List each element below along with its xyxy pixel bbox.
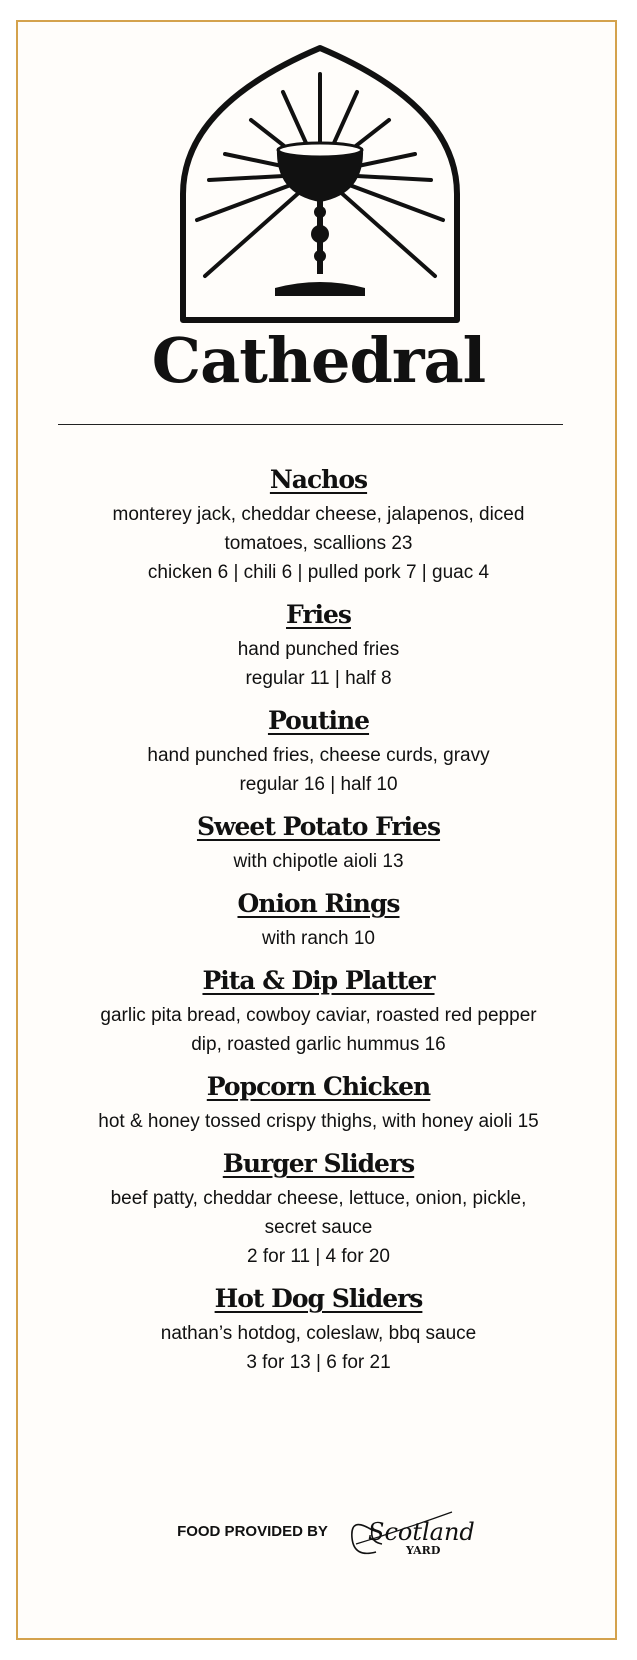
menu-item (32, 704, 605, 799)
menu-item (32, 1282, 605, 1377)
menu-item-description: hand punched fries (237, 639, 400, 660)
menu-item-name: Pita & Dip Platter (202, 966, 435, 995)
divider (58, 424, 563, 425)
menu-item (32, 463, 605, 587)
chalice-arch-logo-icon (179, 44, 461, 324)
footer (0, 1500, 637, 1564)
menu-item-name: Popcorn Chicken (206, 1072, 431, 1101)
menu-item (32, 1147, 605, 1271)
menu-item-name: Fries (286, 600, 351, 629)
svg-text:Scotland: Scotland (367, 1518, 475, 1546)
menu-item-description: chicken 6 | chili 6 | pulled pork 7 | guac 4 (147, 562, 490, 583)
menu-item-description: secret sauce (264, 1217, 373, 1238)
svg-text:YARD: YARD (405, 1544, 441, 1557)
menu-item-name: Burger Sliders (222, 1149, 415, 1178)
menu-item-name: Poutine (267, 706, 370, 735)
menu-item (32, 1070, 605, 1136)
scotland-yard-logo-icon (342, 1500, 475, 1564)
menu-item-name: Onion Rings (237, 889, 400, 918)
menu-item-description: 2 for 11 | 4 for 20 (247, 1246, 390, 1267)
footer-label: FOOD PROVIDED BY (177, 1523, 328, 1540)
menu-list (32, 463, 605, 1388)
menu-item-description: regular 11 | half 8 (245, 668, 392, 689)
menu-item-name: Sweet Potato Fries (196, 812, 441, 841)
menu-item-name: Nachos (269, 465, 368, 494)
menu-item-description: 3 for 13 | 6 for 21 (246, 1352, 391, 1373)
menu-item-description: dip, roasted garlic hummus 16 (191, 1034, 446, 1055)
venue-title: Cathedral (151, 324, 486, 397)
menu-item-description: with ranch 10 (261, 928, 375, 949)
menu-item-name: Hot Dog Sliders (214, 1284, 423, 1313)
menu-item-description: hand punched fries, cheese curds, gravy (147, 745, 490, 766)
menu-item-description: regular 16 | half 10 (239, 774, 398, 795)
menu-item (32, 964, 605, 1059)
menu-item-description: with chipotle aioli 13 (233, 851, 404, 872)
menu-item (32, 810, 605, 876)
menu-item-description: nathan’s hotdog, coleslaw, bbq sauce (160, 1323, 477, 1344)
menu-item-description: hot & honey tossed crispy thighs, with honey aioli 15 (98, 1111, 539, 1132)
menu-item (32, 887, 605, 953)
menu-item (32, 598, 605, 693)
menu-item-description: beef patty, cheddar cheese, lettuce, onion, pickle, (110, 1188, 527, 1209)
menu-item-description: monterey jack, cheddar cheese, jalapenos, diced (112, 504, 525, 525)
menu-item-description: tomatoes, scallions 23 (224, 533, 413, 554)
menu-item-description: garlic pita bread, cowboy caviar, roasted red pepper (100, 1005, 537, 1026)
